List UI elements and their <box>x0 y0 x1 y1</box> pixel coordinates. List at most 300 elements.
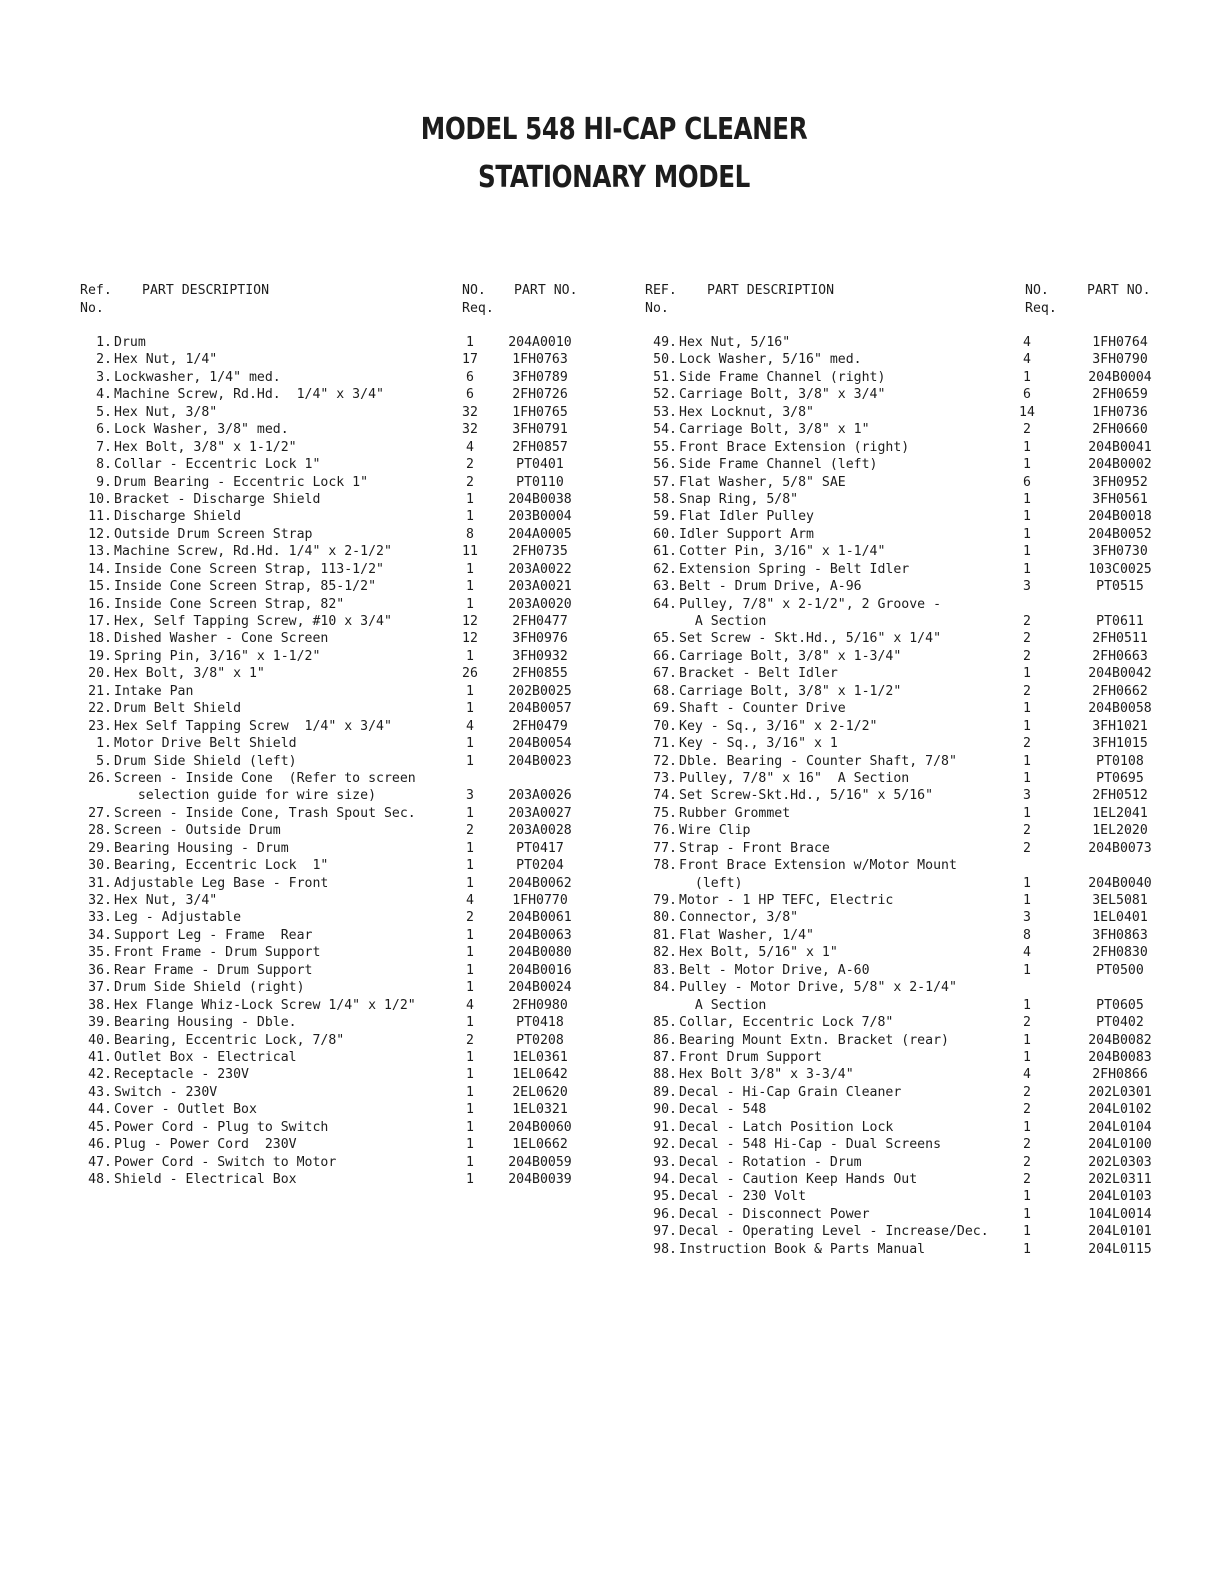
part-number: 203A0021 <box>508 579 572 595</box>
ref-number: 59. <box>653 509 677 525</box>
part-description: Inside Cone Screen Strap, 85-1/2" <box>114 579 377 595</box>
part-description: Key - Sq., 3/16" x 2-1/2" <box>679 718 878 734</box>
part-number: 3FH0789 <box>512 369 568 385</box>
table-row <box>645 875 1205 892</box>
ref-number: 74. <box>653 788 677 804</box>
part-description: Hex Bolt, 5/16" x 1" <box>679 945 838 961</box>
part-description: Belt - Drum Drive, A-96 <box>679 579 862 595</box>
part-description: Bearing Housing - Dble. <box>114 1015 297 1031</box>
table-row <box>80 561 640 578</box>
ref-number: 27. <box>88 805 112 821</box>
ref-number: 65. <box>653 631 677 647</box>
quantity-required: 1 <box>1023 1189 1031 1205</box>
part-description: Machine Screw, Rd.Hd. 1/4" x 2-1/2" <box>114 544 392 560</box>
table-row <box>645 1206 1205 1223</box>
table-row <box>645 718 1205 735</box>
ref-number: 48. <box>88 1172 112 1187</box>
part-number: 2FH0663 <box>1092 648 1148 664</box>
table-row <box>645 351 1205 368</box>
ref-number: 73. <box>653 770 677 786</box>
part-number: 204B0080 <box>508 945 572 961</box>
ref-number: 82. <box>653 945 677 961</box>
part-number: 204L0102 <box>1088 1102 1152 1118</box>
part-description: Decal - Caution Keep Hands Out <box>679 1172 918 1187</box>
part-description: Screen - Inside Cone, Trash Spout Sec. <box>114 805 416 821</box>
quantity-required: 1 <box>1023 526 1031 542</box>
quantity-required: 2 <box>1023 1137 1031 1153</box>
ref-number: 52. <box>653 387 677 403</box>
ref-number: 96. <box>653 1206 677 1222</box>
quantity-required: 1 <box>466 1067 474 1083</box>
part-number: 202L0301 <box>1088 1084 1152 1100</box>
quantity-required: 1 <box>466 683 474 699</box>
table-row <box>645 1136 1205 1153</box>
part-number: 3EL5081 <box>1092 893 1148 908</box>
part-description: Carriage Bolt, 3/8" x 1-1/2" <box>679 683 902 699</box>
quantity-required: 4 <box>466 997 474 1013</box>
ref-number: 11. <box>88 509 112 525</box>
table-row <box>80 404 640 421</box>
part-description: Hex Flange Whiz-Lock Screw 1/4" x 1/2" <box>114 997 416 1013</box>
ref-number: 75. <box>653 805 677 821</box>
part-number: 1EL0662 <box>512 1137 568 1153</box>
quantity-required: 1 <box>1023 997 1031 1013</box>
table-row <box>645 508 1205 525</box>
table-row <box>645 805 1205 822</box>
quantity-required: 2 <box>1023 683 1031 699</box>
table-row <box>80 491 640 508</box>
quantity-required: 1 <box>1023 544 1031 560</box>
ref-number: 85. <box>653 1015 677 1031</box>
ref-number: 62. <box>653 561 677 577</box>
quantity-required: 1 <box>466 945 474 961</box>
table-row <box>80 909 640 926</box>
part-description: Decal - Operating Level - Increase/Dec. <box>679 1224 989 1240</box>
quantity-required: 2 <box>1023 840 1031 856</box>
part-description: Inside Cone Screen Strap, 113-1/2" <box>114 561 384 577</box>
part-description: Extension Spring - Belt Idler <box>679 561 910 577</box>
table-row <box>645 596 1205 613</box>
quantity-required: 4 <box>1023 1067 1031 1083</box>
table-row <box>80 892 640 909</box>
table-row <box>645 404 1205 421</box>
parts-list-right <box>645 282 1205 1258</box>
ref-number: 63. <box>653 579 677 595</box>
part-number: 204B0041 <box>1088 439 1152 455</box>
part-description: Instruction Book & Parts Manual <box>679 1241 926 1257</box>
part-number: 204B0083 <box>1088 1049 1152 1065</box>
quantity-required: 4 <box>1023 352 1031 368</box>
ref-number: 78. <box>653 858 677 874</box>
part-number: 204L0115 <box>1088 1241 1152 1257</box>
ref-number: 88. <box>653 1067 677 1083</box>
part-description: Hex, Self Tapping Screw, #10 x 3/4" <box>114 614 392 629</box>
part-number: 103C0025 <box>1088 561 1152 577</box>
part-number: 204B0057 <box>508 701 572 717</box>
table-row <box>80 1119 640 1136</box>
table-row <box>80 735 640 752</box>
part-description: Screen - Outside Drum <box>114 823 281 839</box>
ref-number: 35. <box>88 945 112 961</box>
ref-number: 5. <box>96 404 112 420</box>
part-description: Spring Pin, 3/16" x 1-1/2" <box>114 648 321 664</box>
part-number: 204B0018 <box>1088 509 1152 525</box>
ref-number: 12. <box>88 526 112 542</box>
part-description: Set Screw-Skt.Hd., 5/16" x 5/16" <box>679 788 934 804</box>
quantity-required: 1 <box>466 1102 474 1118</box>
quantity-required: 1 <box>1023 1049 1031 1065</box>
part-description: Motor - 1 HP TEFC, Electric <box>679 893 894 908</box>
quantity-required: 1 <box>466 962 474 978</box>
part-number: 204L0101 <box>1088 1224 1152 1240</box>
quantity-required: 8 <box>466 526 474 542</box>
table-row <box>80 596 640 613</box>
ref-number: 47. <box>88 1154 112 1170</box>
quantity-required: 2 <box>1023 823 1031 839</box>
quantity-required: 1 <box>466 1015 474 1031</box>
table-row <box>645 526 1205 543</box>
quantity-required: 1 <box>1023 1241 1031 1257</box>
part-number: 1FH0770 <box>512 893 568 908</box>
ref-number: 8. <box>96 457 112 473</box>
table-row <box>80 1066 640 1083</box>
part-number: PT0418 <box>516 1015 564 1031</box>
part-description: Adjustable Leg Base - Front <box>114 875 329 891</box>
table-row <box>645 1223 1205 1240</box>
quantity-required: 4 <box>1023 335 1031 350</box>
table-row <box>645 962 1205 979</box>
parts-rows <box>80 334 640 1188</box>
quantity-required: 1 <box>466 579 474 595</box>
quantity-required: 6 <box>1023 387 1031 403</box>
quantity-required: 2 <box>1023 1102 1031 1118</box>
quantity-required: 17 <box>462 352 478 368</box>
ref-number: 29. <box>88 840 112 856</box>
table-row <box>645 578 1205 595</box>
part-description: Connector, 3/8" <box>679 910 799 926</box>
ref-number: 37. <box>88 980 112 996</box>
part-description: Power Cord - Plug to Switch <box>114 1119 329 1135</box>
part-description: Strap - Front Brace <box>679 840 830 856</box>
ref-number: 64. <box>653 596 677 612</box>
quantity-required: 1 <box>1023 1224 1031 1240</box>
part-number: 203A0027 <box>508 805 572 821</box>
part-description: Rubber Grommet <box>679 805 791 821</box>
part-description: Wire Clip <box>679 823 751 839</box>
part-number: 1EL0642 <box>512 1067 568 1083</box>
ref-number: 38. <box>88 997 112 1013</box>
part-number: 1EL0361 <box>512 1049 568 1065</box>
quantity-required: 1 <box>1023 701 1031 717</box>
quantity-required: 1 <box>466 491 474 507</box>
ref-number: 71. <box>653 736 677 752</box>
part-description: Pulley, 7/8" x 2-1/2", 2 Groove - <box>679 596 942 612</box>
part-description: Key - Sq., 3/16" x 1 <box>679 736 838 752</box>
table-row <box>80 962 640 979</box>
part-description: Cotter Pin, 3/16" x 1-1/4" <box>679 544 886 560</box>
part-description: Lock Washer, 3/8" med. <box>114 422 289 438</box>
part-description: Collar - Eccentric Lock 1" <box>114 457 321 473</box>
part-number: 203A0026 <box>508 788 572 804</box>
table-row <box>80 665 640 682</box>
ref-number: 5. <box>96 753 112 769</box>
ref-number: 66. <box>653 648 677 664</box>
part-description: Decal - 230 Volt <box>679 1189 807 1205</box>
quantity-required: 1 <box>1023 439 1031 455</box>
part-description: Side Frame Channel (left) <box>679 457 878 473</box>
part-number: 2FH0726 <box>512 387 568 403</box>
quantity-required: 32 <box>462 404 478 420</box>
table-row <box>645 1101 1205 1118</box>
column-header <box>80 282 640 334</box>
part-description: Flat Washer, 1/4" <box>679 927 814 943</box>
quantity-required: 1 <box>1023 875 1031 891</box>
quantity-required: 1 <box>1023 457 1031 473</box>
table-row <box>80 1154 640 1171</box>
quantity-required: 1 <box>1023 509 1031 525</box>
table-row <box>80 1084 640 1101</box>
part-number: 2FH0735 <box>512 544 568 560</box>
ref-number: 84. <box>653 980 677 996</box>
table-row <box>645 822 1205 839</box>
part-number: 204B0073 <box>1088 840 1152 856</box>
part-description: Decal - 548 <box>679 1102 767 1118</box>
part-number: PT0208 <box>516 1032 564 1048</box>
part-description: Intake Pan <box>114 683 194 699</box>
part-number: 3FH1015 <box>1092 736 1148 752</box>
quantity-required: 1 <box>466 1137 474 1153</box>
header-description: PART DESCRIPTION <box>707 283 835 298</box>
ref-number: 98. <box>653 1241 677 1257</box>
table-row <box>645 543 1205 560</box>
table-row <box>645 770 1205 787</box>
quantity-required: 12 <box>462 614 478 629</box>
part-description: Hex Nut, 3/8" <box>114 404 218 420</box>
table-row <box>80 927 640 944</box>
quantity-required: 1 <box>466 753 474 769</box>
ref-number: 9. <box>96 474 112 490</box>
quantity-required: 4 <box>1023 945 1031 961</box>
quantity-required: 1 <box>466 561 474 577</box>
ref-number: 33. <box>88 910 112 926</box>
part-description: Front Frame - Drum Support <box>114 945 321 961</box>
ref-number: 77. <box>653 840 677 856</box>
part-number: PT0108 <box>1096 753 1144 769</box>
part-number: 204B0023 <box>508 753 572 769</box>
part-description: Hex Bolt, 3/8" x 1-1/2" <box>114 439 297 455</box>
table-row <box>80 1032 640 1049</box>
part-number: 3FH0790 <box>1092 352 1148 368</box>
table-row <box>80 474 640 491</box>
part-number: PT0695 <box>1096 770 1144 786</box>
part-description: Hex Nut, 3/4" <box>114 893 218 908</box>
table-row <box>80 718 640 735</box>
ref-number: 90. <box>653 1102 677 1118</box>
ref-number: 97. <box>653 1224 677 1240</box>
quantity-required: 4 <box>466 439 474 455</box>
parts-list-left <box>80 282 640 1188</box>
ref-number: 15. <box>88 579 112 595</box>
ref-number: 2. <box>96 352 112 368</box>
table-row <box>80 979 640 996</box>
ref-number: 57. <box>653 474 677 490</box>
part-description: Machine Screw, Rd.Hd. 1/4" x 3/4" <box>114 387 384 403</box>
part-description: Hex Locknut, 3/8" <box>679 404 814 420</box>
table-row <box>645 439 1205 456</box>
part-description: Lock Washer, 5/16" med. <box>679 352 862 368</box>
part-description: (left) <box>679 875 743 891</box>
part-number: PT0515 <box>1096 579 1144 595</box>
part-number: 202B0025 <box>508 683 572 699</box>
ref-number: 1. <box>96 736 112 752</box>
quantity-required: 2 <box>466 1032 474 1048</box>
header-part-no: PART NO. <box>1087 283 1151 298</box>
part-description: Outlet Box - Electrical <box>114 1049 297 1065</box>
part-description: Leg - Adjustable <box>114 910 242 926</box>
part-number: PT0605 <box>1096 997 1144 1013</box>
part-number: 204B0052 <box>1088 526 1152 542</box>
quantity-required: 1 <box>466 509 474 525</box>
ref-number: 61. <box>653 544 677 560</box>
part-description: Drum Side Shield (left) <box>114 753 297 769</box>
ref-number: 93. <box>653 1154 677 1170</box>
part-number: 204B0042 <box>1088 666 1152 682</box>
part-number: 204B0002 <box>1088 457 1152 473</box>
table-row <box>80 386 640 403</box>
part-description: Screen - Inside Cone (Refer to screen <box>114 770 416 786</box>
part-description: selection guide for wire size) <box>114 788 377 804</box>
quantity-required: 11 <box>462 544 478 560</box>
table-row <box>645 735 1205 752</box>
table-row <box>80 1014 640 1031</box>
part-description: Bearing, Eccentric Lock, 7/8" <box>114 1032 345 1048</box>
table-row <box>80 526 640 543</box>
quantity-required: 1 <box>466 736 474 752</box>
quantity-required: 1 <box>1023 893 1031 908</box>
table-row <box>80 997 640 1014</box>
ref-number: 39. <box>88 1015 112 1031</box>
table-row <box>80 369 640 386</box>
part-description: Decal - Latch Position Lock <box>679 1119 894 1135</box>
ref-number: 92. <box>653 1137 677 1153</box>
ref-number: 42. <box>88 1067 112 1083</box>
part-description: A Section <box>679 614 767 629</box>
part-description: Shaft - Counter Drive <box>679 701 846 717</box>
part-number: PT0110 <box>516 474 564 490</box>
ref-number: 28. <box>88 823 112 839</box>
part-description: Discharge Shield <box>114 509 242 525</box>
part-number: 204B0061 <box>508 910 572 926</box>
part-description: Bearing Mount Extn. Bracket (rear) <box>679 1032 949 1048</box>
quantity-required: 1 <box>466 648 474 664</box>
ref-number: 31. <box>88 875 112 891</box>
quantity-required: 2 <box>1023 422 1031 438</box>
part-description: Outside Drum Screen Strap <box>114 526 313 542</box>
quantity-required: 1 <box>466 1119 474 1135</box>
part-description: Hex Bolt 3/8" x 3-3/4" <box>679 1067 854 1083</box>
quantity-required: 1 <box>466 1154 474 1170</box>
ref-number: 91. <box>653 1119 677 1135</box>
quantity-required: 1 <box>466 1084 474 1100</box>
ref-number: 19. <box>88 648 112 664</box>
page-subtitle: STATIONARY MODEL <box>478 160 750 195</box>
part-number: 2FH0980 <box>512 997 568 1013</box>
table-row <box>645 700 1205 717</box>
part-number: 204B0039 <box>508 1172 572 1187</box>
part-number: 203B0004 <box>508 509 572 525</box>
ref-number: 18. <box>88 631 112 647</box>
ref-number: 4. <box>96 387 112 403</box>
part-number: PT0500 <box>1096 962 1144 978</box>
part-number: 204L0100 <box>1088 1137 1152 1153</box>
part-description: Support Leg - Frame Rear <box>114 927 313 943</box>
part-number: 3FH0791 <box>512 422 568 438</box>
table-row <box>80 944 640 961</box>
part-description: Carriage Bolt, 3/8" x 3/4" <box>679 387 886 403</box>
quantity-required: 1 <box>1023 962 1031 978</box>
table-row <box>645 753 1205 770</box>
quantity-required: 1 <box>1023 805 1031 821</box>
quantity-required: 1 <box>1023 491 1031 507</box>
table-row <box>80 1101 640 1118</box>
quantity-required: 1 <box>466 805 474 821</box>
part-number: 2FH0662 <box>1092 683 1148 699</box>
table-row <box>645 491 1205 508</box>
table-row <box>645 979 1205 996</box>
page-title: MODEL 548 HI-CAP CLEANER <box>420 112 808 147</box>
part-description: Snap Ring, 5/8" <box>679 491 799 507</box>
part-description: Decal - Disconnect Power <box>679 1206 870 1222</box>
quantity-required: 1 <box>1023 666 1031 682</box>
table-row <box>80 578 640 595</box>
table-row <box>80 822 640 839</box>
part-number: 3FH0561 <box>1092 491 1148 507</box>
part-number: 3FH1021 <box>1092 718 1148 734</box>
table-row <box>645 665 1205 682</box>
part-description: Pulley, 7/8" x 16" A Section <box>679 770 910 786</box>
part-number: 204L0104 <box>1088 1119 1152 1135</box>
ref-number: 21. <box>88 683 112 699</box>
part-number: 203A0020 <box>508 596 572 612</box>
quantity-required: 2 <box>466 910 474 926</box>
ref-number: 55. <box>653 439 677 455</box>
header-ref: Ref. <box>80 283 112 298</box>
table-row <box>645 630 1205 647</box>
ref-number: 89. <box>653 1084 677 1100</box>
ref-number: 44. <box>88 1102 112 1118</box>
part-description: Motor Drive Belt Shield <box>114 736 297 752</box>
part-description: Hex Nut, 5/16" <box>679 335 791 350</box>
part-description: Drum Side Shield (right) <box>114 980 305 996</box>
quantity-required: 26 <box>462 666 478 682</box>
quantity-required: 8 <box>1023 927 1031 943</box>
part-number: PT0402 <box>1096 1015 1144 1031</box>
header-ref: REF. <box>645 283 677 298</box>
part-number: 2FH0660 <box>1092 422 1148 438</box>
quantity-required: 1 <box>1023 1032 1031 1048</box>
part-number: 1EL0321 <box>512 1102 568 1118</box>
quantity-required: 4 <box>466 718 474 734</box>
table-row <box>645 1014 1205 1031</box>
table-row <box>80 840 640 857</box>
ref-number: 36. <box>88 962 112 978</box>
ref-number: 81. <box>653 927 677 943</box>
table-row <box>645 683 1205 700</box>
table-row <box>80 787 640 804</box>
part-description: Flat Washer, 5/8" SAE <box>679 474 846 490</box>
part-number: 2EL0620 <box>512 1084 568 1100</box>
part-number: 2FH0857 <box>512 439 568 455</box>
